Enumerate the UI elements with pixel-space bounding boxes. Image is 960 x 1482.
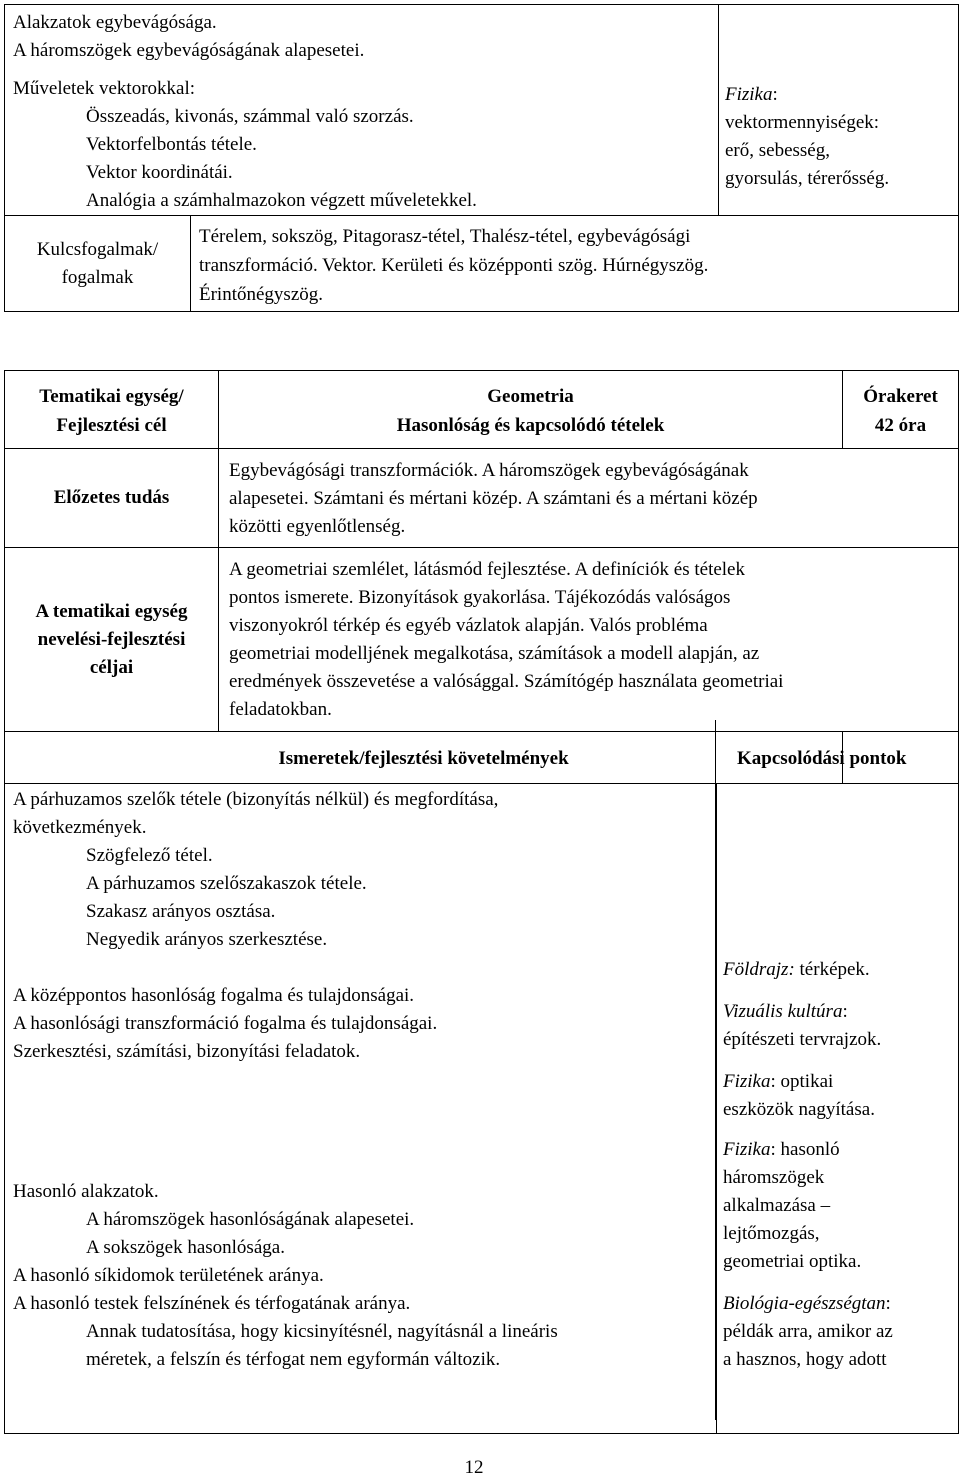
text-line: példák arra, amikor az <box>723 1321 893 1342</box>
text-line: Analógia a számhalmazokon végzett műveletekkel. <box>86 190 477 211</box>
column-divider <box>715 720 716 1420</box>
text-line: erő, sebesség, <box>725 140 830 161</box>
text-fragment: : optikai <box>770 1071 834 1092</box>
text-line: vektormennyiségek: <box>725 112 880 133</box>
text-line: Szerkesztési, számítási, bizonyítási feladatok. <box>13 1041 361 1062</box>
muveletek-title: Műveletek vektorokkal: <box>13 78 196 99</box>
label-line: fogalmak <box>61 266 134 288</box>
label-line: Fejlesztési cél <box>56 415 167 436</box>
label-line: A tematikai egység <box>35 600 188 622</box>
subject-vizualis: Vizuális kultúra <box>723 1001 843 1022</box>
text-line: eredmények összevetése a valósággal. Számítógép használata geometriai <box>229 671 784 692</box>
text-line: Érintőnégyszög. <box>199 284 324 305</box>
text-line: transzformáció. Vektor. Kerületi és középponti szög. Húrnégyszög. <box>199 255 709 276</box>
orakeret-cell <box>843 371 959 449</box>
text-line: A középpontos hasonlóság fogalma és tulajdonságai. <box>13 985 415 1006</box>
topic-line: Hasonlóság és kapcsolódó tételek <box>396 415 665 436</box>
text-line: Negyedik arányos szerkesztése. <box>86 929 328 950</box>
text-line: alkalmazása – <box>723 1195 831 1216</box>
text-line: közötti egyenlőtlenség. <box>229 516 406 537</box>
kulcsfogalmak-label <box>5 216 191 312</box>
text-line: Összeadás, kivonás, számmal való szorzás. <box>86 106 414 127</box>
text-line: háromszögek <box>723 1167 825 1188</box>
text-line: Hasonló alakzatok. <box>13 1181 159 1202</box>
subject-fizika: Fizika <box>725 84 773 105</box>
ismeretek-content <box>5 784 717 1434</box>
muveletek-cell <box>5 5 719 216</box>
label-line: Előzetes tudás <box>53 487 170 508</box>
page-number: 12 <box>464 1457 484 1478</box>
subject-biologia: Biológia-egészségtan <box>723 1293 886 1314</box>
text-line: Annak tudatosítása, hogy kicsinyítésnél, nagyításnál a lineáris <box>86 1321 558 1342</box>
text-line: geometriai modelljének megalkotása, számítások a modell alapján, az <box>229 643 760 664</box>
text-line: A párhuzamos szelőszakaszok tétele. <box>86 873 367 894</box>
text-line: eszközök nagyítása. <box>723 1099 875 1120</box>
subject-fizika: Fizika <box>723 1071 771 1092</box>
text-line: gyorsulás, térerősség. <box>725 168 890 189</box>
text-line: A háromszögek egybevágóságának alapesetei. <box>13 40 365 61</box>
subject-foldrajz: Földrajz: <box>723 959 795 980</box>
text-line: A sokszögek hasonlósága. <box>86 1237 285 1258</box>
header-text: Ismeretek/fejlesztési követelmények <box>278 747 569 769</box>
header-text: Kapcsolódási pontok <box>737 747 907 769</box>
label-line: céljai <box>89 656 134 678</box>
ismeretek-header <box>5 732 843 784</box>
text-line: viszonyokról térkép és egyéb vázlatok alapján. Valós probléma <box>229 615 708 636</box>
text-line: Térelem, sokszög, Pitagorasz-tétel, Thalész-tétel, egybevágósági <box>199 226 691 247</box>
text-line: Vektorfelbontás tétele. <box>86 134 257 155</box>
text-line: A hasonló testek felszínének és térfogatának aránya. <box>13 1293 411 1314</box>
orakeret-label: Órakeret <box>863 386 938 407</box>
celjai-text <box>219 548 959 732</box>
text-line: Szakasz arányos osztása. <box>86 901 276 922</box>
text-line: Szögfelező tétel. <box>86 845 213 866</box>
text-line: A hasonló síkidomok területének aránya. <box>13 1265 324 1286</box>
elozetes-label <box>5 449 219 548</box>
text-line: A geometriai szemlélet, látásmód fejlesztése. A definíciók és tételek <box>229 559 745 580</box>
text-fragment: : hasonló <box>770 1139 840 1160</box>
elozetes-text <box>219 449 959 548</box>
tematikai-label <box>5 371 219 449</box>
subject-fizika: Fizika <box>723 1139 771 1160</box>
text-line: feladatokban. <box>229 699 332 720</box>
text-line: A párhuzamos szelők tétele (bizonyítás nélkül) és megfordítása, <box>13 789 499 810</box>
text-fragment: térképek. <box>799 959 870 980</box>
text-line: lejtőmozgás, <box>723 1223 820 1244</box>
kapcsolodasi-header <box>737 732 959 784</box>
text-line: A hasonlósági transzformáció fogalma és tulajdonságai. <box>13 1013 438 1034</box>
text-line: Vektor koordinátái. <box>86 162 233 183</box>
text-line: a hasznos, hogy adott <box>723 1349 887 1370</box>
label-line: Kulcsfogalmak/ <box>36 238 159 260</box>
text-line: alapesetei. Számtani és mértani közép. A számtani és a mértani közép <box>229 488 758 509</box>
text-line: pontos ismerete. Bizonyítások gyakorlása. Tájékozódás valóságos <box>229 587 731 608</box>
text-line: A háromszögek hasonlóságának alapesetei. <box>86 1209 415 1230</box>
kapcsolodasi-column: Földrajz: térképek. Vizuális kultúra: építészeti tervrajzok. Fizika: optikai eszközök nagyítása. Fizika: hasonló háromszögek alkalmazása – lejtőmozgás, geometriai optika. Biológia-egészségtan: példák arra, amikor az a hasznos, hogy adott <box>723 956 953 1374</box>
text-line: következmények. <box>13 817 147 838</box>
table-kulcsfogalmak <box>4 4 959 312</box>
text-line: méretek, a felszín és térfogat nem egyformán változik. <box>86 1349 501 1370</box>
text-line: geometriai optika. <box>723 1251 862 1272</box>
label-line: nevelési-fejlesztési <box>37 628 186 650</box>
label-line: Tematikai egység/ <box>39 386 184 407</box>
text-line: építészeti tervrajzok. <box>723 1029 882 1050</box>
kulcsfogalmak-text <box>191 216 959 312</box>
fizika-cell: Fizika: vektormennyiségek: erő, sebesség, gyorsulás, térerősség. <box>719 5 959 216</box>
topic-line: Geometria <box>487 386 574 407</box>
orakeret-value: 42 óra <box>874 415 927 436</box>
celjai-label <box>5 548 219 732</box>
text-line: Alakzatok egybevágósága. <box>13 12 217 33</box>
topic-title <box>219 371 843 449</box>
text-line: Egybevágósági transzformációk. A háromszögek egybevágóságának <box>229 460 749 481</box>
